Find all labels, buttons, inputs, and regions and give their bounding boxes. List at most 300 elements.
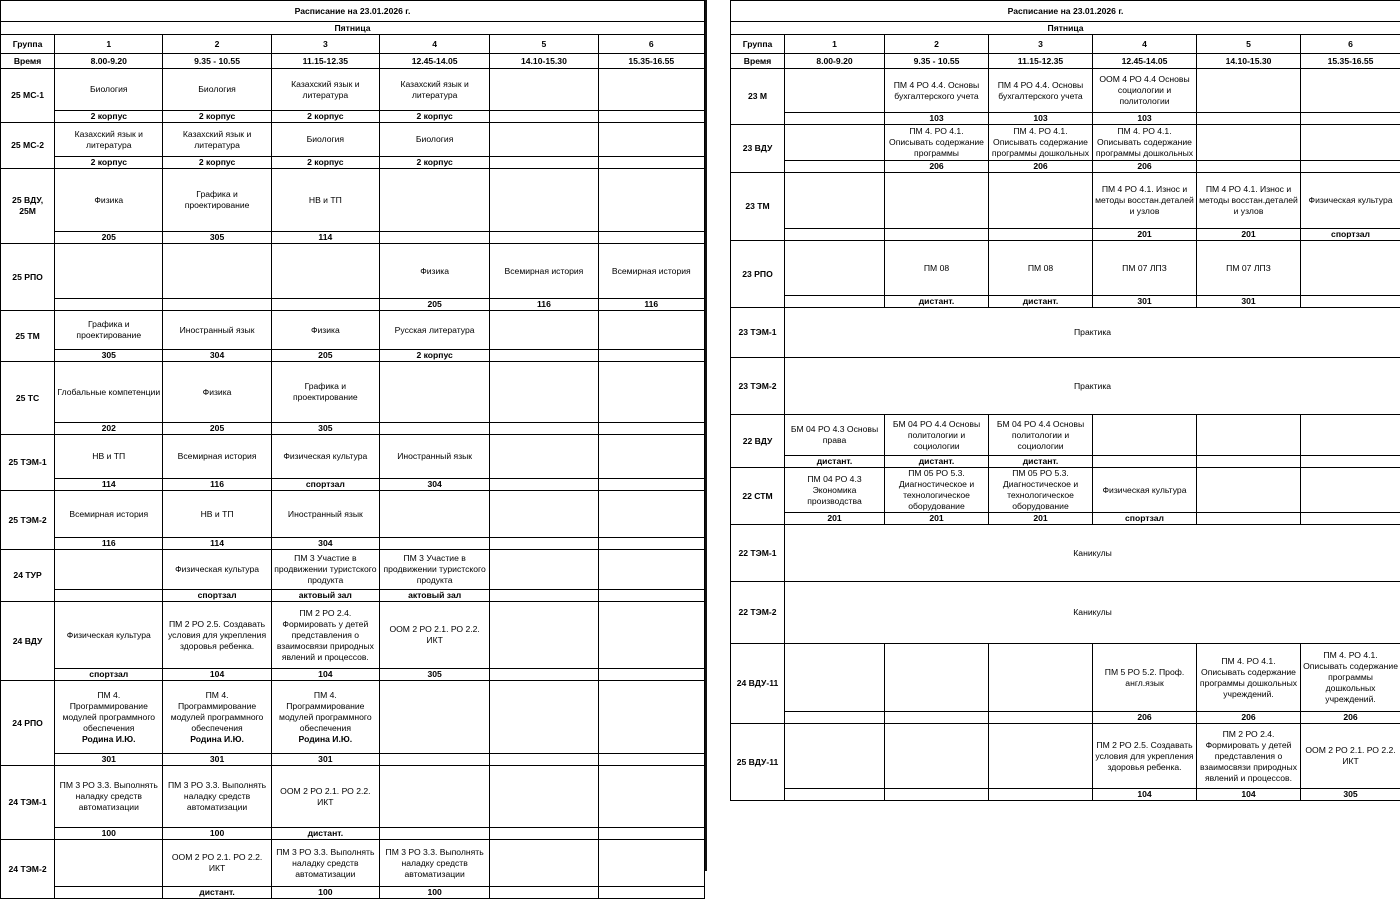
lesson-cell (163, 69, 271, 111)
lesson-cell (885, 724, 989, 789)
lesson-cell (379, 766, 489, 828)
lesson-cell (598, 123, 704, 157)
group-name: 24 ТЭМ-2 (1, 840, 55, 899)
lesson-room: 201 (989, 513, 1093, 525)
group-row (731, 69, 1400, 113)
room-row (1, 754, 705, 766)
lesson-cell (163, 681, 271, 754)
room-row (731, 161, 1400, 173)
lesson-cell (1197, 415, 1301, 456)
lesson-cell (885, 241, 989, 296)
lesson-cell (785, 468, 885, 513)
pair-time-header: 15.35-16.55 (1301, 54, 1400, 69)
panel-divider (705, 0, 707, 871)
lesson-room: 114 (163, 538, 271, 550)
lesson-cell (1197, 468, 1301, 513)
lesson-room: 206 (885, 161, 989, 173)
pair-number-header: 1 (55, 35, 163, 54)
group-name: 25 МС-2 (1, 123, 55, 169)
lesson-subject: Физика (165, 387, 268, 398)
lesson-cell (1093, 125, 1197, 161)
lesson-cell (885, 644, 989, 712)
lesson-cell (598, 69, 704, 111)
lesson-subject: НВ и ТП (274, 195, 377, 206)
lesson-cell (55, 123, 163, 157)
lesson-cell (785, 69, 885, 113)
lesson-subject: БМ 04 РО 4.4 Основы политологии и социологии (887, 419, 986, 452)
lesson-room: 2 корпус (379, 157, 489, 169)
lesson-cell (785, 724, 885, 789)
lesson-room (379, 423, 489, 435)
pair-number-header: 3 (271, 35, 379, 54)
lesson-cell (490, 311, 598, 350)
group-row (1, 602, 705, 669)
lesson-room (785, 712, 885, 724)
day-of-week: Пятница (1, 22, 705, 35)
lesson-cell (271, 69, 379, 111)
group-row (1, 169, 705, 232)
room-row (1, 232, 705, 244)
lesson-room (598, 157, 704, 169)
lesson-room: 100 (163, 828, 271, 840)
lesson-cell (598, 311, 704, 350)
lesson-room (490, 887, 598, 899)
lesson-cell (885, 415, 989, 456)
lesson-subject: ПМ 4. Программирование модулей программного обеспечения (57, 690, 160, 734)
pair-time-header: 12.45-14.05 (379, 54, 489, 69)
lesson-room: дистант. (785, 456, 885, 468)
group-row (731, 468, 1400, 513)
lesson-cell (55, 244, 163, 299)
lesson-room: 201 (1093, 229, 1197, 241)
merged-status-cell: Каникулы (785, 582, 1400, 644)
group-row (731, 241, 1400, 296)
lesson-room: 304 (163, 350, 271, 362)
lesson-subject: Физика (57, 195, 160, 206)
lesson-room: дистант. (989, 456, 1093, 468)
lesson-subject: Биология (165, 84, 268, 95)
lesson-room: 100 (271, 887, 379, 899)
lesson-room: 305 (1301, 789, 1400, 801)
lesson-cell (55, 169, 163, 232)
pair-number-header: 5 (1197, 35, 1301, 54)
lesson-room: актовый зал (271, 590, 379, 602)
lesson-cell (1093, 415, 1197, 456)
lesson-room (1301, 456, 1400, 468)
lesson-cell (379, 602, 489, 669)
left-schedule-panel (0, 0, 705, 871)
lesson-cell (1093, 241, 1197, 296)
lesson-room: 301 (1093, 296, 1197, 308)
lesson-subject: ПМ 4. Программирование модулей программного обеспечения (165, 690, 268, 734)
lesson-room: 2 корпус (271, 111, 379, 123)
lesson-room (785, 161, 885, 173)
group-name: 23 ТЭМ-2 (731, 358, 785, 415)
lesson-subject: ПМ 2 РО 2.4. Формировать у детей представления о взаимосвязи природных явлений и процессов. (274, 608, 377, 663)
lesson-cell (1301, 468, 1400, 513)
lesson-cell (271, 123, 379, 157)
lesson-room: спортзал (55, 669, 163, 681)
lesson-cell (55, 435, 163, 479)
lesson-room (490, 479, 598, 491)
lesson-cell (598, 169, 704, 232)
group-name: 24 РПО (1, 681, 55, 766)
lesson-subject: Казахский язык и литература (165, 129, 268, 151)
lesson-subject: НВ и ТП (57, 451, 160, 462)
group-name: 25 МС-1 (1, 69, 55, 123)
group-row (731, 415, 1400, 456)
lesson-cell (271, 491, 379, 538)
lesson-cell (271, 602, 379, 669)
right-schedule-table (730, 0, 1400, 801)
lesson-cell (785, 173, 885, 229)
lesson-room (785, 296, 885, 308)
pair-number-header: 2 (163, 35, 271, 54)
lesson-room: 114 (55, 479, 163, 491)
lesson-subject: ПМ 3 Участие в продвижении туристского продукта (382, 553, 487, 586)
lesson-subject: ПМ 4. РО 4.1. Описывать содержание программы дошкольных (991, 126, 1090, 159)
lesson-room (55, 887, 163, 899)
pair-time-header: 11.15-12.35 (989, 54, 1093, 69)
lesson-subject: Физическая культура (165, 564, 268, 575)
lesson-room: 205 (379, 299, 489, 311)
lesson-cell (598, 435, 704, 479)
group-row (1, 244, 705, 299)
room-row (731, 456, 1400, 468)
lesson-room: спортзал (1301, 229, 1400, 241)
lesson-cell (989, 468, 1093, 513)
lesson-cell (785, 415, 885, 456)
lesson-room: спортзал (271, 479, 379, 491)
lesson-subject: Глобальные компетенции (57, 387, 160, 398)
lesson-cell (1301, 644, 1400, 712)
lesson-cell (55, 550, 163, 590)
lesson-room: актовый зал (379, 590, 489, 602)
lesson-room (490, 669, 598, 681)
group-column-header: Группа (1, 35, 55, 54)
lesson-room (1197, 113, 1301, 125)
lesson-room (379, 232, 489, 244)
lesson-cell (1093, 69, 1197, 113)
lesson-cell (490, 435, 598, 479)
lesson-cell (1301, 415, 1400, 456)
lesson-room (379, 538, 489, 550)
lesson-subject: ПМ 04 РО 4.3 Экономика производства (787, 474, 882, 507)
lesson-cell (271, 766, 379, 828)
pair-time-header: 11.15-12.35 (271, 54, 379, 69)
group-row (731, 724, 1400, 789)
lesson-cell (490, 681, 598, 754)
lesson-room: 2 корпус (271, 157, 379, 169)
lesson-cell (379, 840, 489, 887)
pair-number-header: 1 (785, 35, 885, 54)
lesson-subject: ПМ 4. РО 4.1. Описывать содержание программы дошкольных учреждений. (1303, 650, 1398, 705)
lesson-cell (163, 491, 271, 538)
lesson-room (490, 157, 598, 169)
lesson-room: 201 (1197, 229, 1301, 241)
room-row (1, 479, 705, 491)
lesson-subject: БМ 04 РО 4.4 Основы политологии и социологии (991, 419, 1090, 452)
lesson-cell (379, 123, 489, 157)
pair-number-header: 4 (379, 35, 489, 54)
group-name: 24 ТУР (1, 550, 55, 602)
lesson-subject: ПМ 3 РО 3.3. Выполнять наладку средств автоматизации (165, 780, 268, 813)
lesson-room: спортзал (1093, 513, 1197, 525)
lesson-room (598, 232, 704, 244)
lesson-room (785, 229, 885, 241)
lesson-cell (989, 125, 1093, 161)
lesson-cell (598, 244, 704, 299)
lesson-room: 305 (271, 423, 379, 435)
lesson-cell (271, 550, 379, 590)
room-row (731, 296, 1400, 308)
lesson-subject: ПМ 4. Программирование модулей программного обеспечения (274, 690, 377, 734)
lesson-subject: Физическая культура (274, 451, 377, 462)
group-name: 25 ТС (1, 362, 55, 435)
lesson-room: 104 (1093, 789, 1197, 801)
pair-time-header: 14.10-15.30 (490, 54, 598, 69)
lesson-room (785, 113, 885, 125)
lesson-subject: НВ и ТП (165, 509, 268, 520)
lesson-room (598, 538, 704, 550)
room-row (1, 590, 705, 602)
pair-time-header: 15.35-16.55 (598, 54, 704, 69)
room-row (731, 712, 1400, 724)
lesson-room (1301, 513, 1400, 525)
time-column-header: Время (1, 54, 55, 69)
lesson-cell (379, 69, 489, 111)
lesson-cell (1301, 241, 1400, 296)
lesson-room (490, 754, 598, 766)
lesson-room: 305 (55, 350, 163, 362)
lesson-cell (1197, 644, 1301, 712)
lesson-room: дистант. (885, 296, 989, 308)
lesson-subject: ПМ 4 РО 4.4. Основы бухгалтерского учета (887, 80, 986, 102)
lesson-room: 116 (598, 299, 704, 311)
group-name: 25 РПО (1, 244, 55, 311)
lesson-cell (55, 69, 163, 111)
group-row (731, 125, 1400, 161)
lesson-room (989, 229, 1093, 241)
pair-time-header: 12.45-14.05 (1093, 54, 1197, 69)
room-row (1, 350, 705, 362)
lesson-subject: Иностранный язык (274, 509, 377, 520)
lesson-room: 206 (1301, 712, 1400, 724)
lesson-room: 301 (55, 754, 163, 766)
lesson-cell (379, 491, 489, 538)
lesson-cell (490, 362, 598, 423)
lesson-cell (163, 169, 271, 232)
room-row (1, 299, 705, 311)
pair-number-header: 6 (1301, 35, 1400, 54)
room-row (1, 669, 705, 681)
lesson-cell (163, 244, 271, 299)
group-row (1, 491, 705, 538)
group-row (1, 123, 705, 157)
lesson-room (598, 423, 704, 435)
lesson-room: 100 (55, 828, 163, 840)
group-row (1, 681, 705, 754)
group-row (1, 840, 705, 887)
lesson-room (1301, 161, 1400, 173)
group-name: 24 ВДУ (1, 602, 55, 681)
lesson-room: дистант. (163, 887, 271, 899)
lesson-cell (490, 169, 598, 232)
lesson-cell (490, 123, 598, 157)
group-row (731, 644, 1400, 712)
lesson-cell (1197, 241, 1301, 296)
lesson-cell (379, 550, 489, 590)
lesson-subject: ПМ 2 РО 2.5. Создавать условия для укрепления здоровья ребенка. (1095, 740, 1194, 773)
lesson-room: 305 (379, 669, 489, 681)
lesson-subject: ПМ 07 ЛПЗ (1199, 263, 1298, 274)
lesson-room: 202 (55, 423, 163, 435)
lesson-cell (1301, 173, 1400, 229)
lesson-teacher: Родина И.Ю. (57, 734, 160, 745)
lesson-subject: Всемирная история (165, 451, 268, 462)
room-row (731, 229, 1400, 241)
lesson-cell (163, 766, 271, 828)
lesson-cell (1301, 125, 1400, 161)
lesson-room: 2 корпус (379, 111, 489, 123)
lesson-cell (1301, 69, 1400, 113)
lesson-subject: ПМ 05 РО 5.3. Диагностическое и технологическое оборудование (887, 468, 986, 512)
lesson-subject: ПМ 08 (887, 263, 986, 274)
lesson-room (598, 479, 704, 491)
lesson-subject: ПМ 3 РО 3.3. Выполнять наладку средств автоматизации (382, 847, 487, 880)
lesson-room (885, 229, 989, 241)
lesson-subject: ПМ 4. РО 4.1. Описывать содержание программы дошкольных (1095, 126, 1194, 159)
lesson-room (1093, 456, 1197, 468)
lesson-cell (1197, 724, 1301, 789)
lesson-cell (271, 311, 379, 350)
lesson-subject: Графика и проектирование (57, 319, 160, 341)
lesson-room: 104 (163, 669, 271, 681)
merged-status-cell: Каникулы (785, 525, 1400, 582)
lesson-cell (163, 362, 271, 423)
lesson-cell (163, 311, 271, 350)
lesson-teacher: Родина И.Ю. (165, 734, 268, 745)
lesson-cell (271, 169, 379, 232)
lesson-room: 205 (55, 232, 163, 244)
lesson-cell (989, 241, 1093, 296)
lesson-subject: Иностранный язык (165, 325, 268, 336)
lesson-room (885, 712, 989, 724)
lesson-room (379, 754, 489, 766)
lesson-subject: Физика (274, 325, 377, 336)
lesson-cell (598, 491, 704, 538)
lesson-subject: ООМ 2 РО 2.1. РО 2.2. ИКТ (1303, 745, 1398, 767)
lesson-room (55, 299, 163, 311)
lesson-cell (490, 550, 598, 590)
lesson-room (598, 350, 704, 362)
pair-time-header: 9.35 - 10.55 (885, 54, 989, 69)
room-row (1, 111, 705, 123)
group-name: 25 ТМ (1, 311, 55, 362)
lesson-room: 116 (490, 299, 598, 311)
lesson-room: 2 корпус (163, 111, 271, 123)
lesson-subject: ПМ 08 (991, 263, 1090, 274)
lesson-cell (379, 311, 489, 350)
lesson-cell (598, 840, 704, 887)
lesson-cell (163, 123, 271, 157)
pair-time-header: 8.00-9.20 (55, 54, 163, 69)
lesson-room (1301, 113, 1400, 125)
lesson-cell (490, 602, 598, 669)
lesson-cell (1093, 724, 1197, 789)
lesson-room (490, 232, 598, 244)
lesson-subject: ПМ 05 РО 5.3. Диагностическое и технологическое оборудование (991, 468, 1090, 512)
lesson-subject: Биология (57, 84, 160, 95)
pair-time-header: 9.35 - 10.55 (163, 54, 271, 69)
lesson-subject: Всемирная история (57, 509, 160, 520)
lesson-cell (490, 840, 598, 887)
lesson-cell (598, 550, 704, 590)
lesson-cell (785, 125, 885, 161)
lesson-cell (598, 681, 704, 754)
lesson-room: 104 (271, 669, 379, 681)
room-row (731, 513, 1400, 525)
lesson-cell (55, 362, 163, 423)
lesson-cell (885, 69, 989, 113)
lesson-room (271, 299, 379, 311)
lesson-cell (989, 415, 1093, 456)
group-name: 22 ТЭМ-1 (731, 525, 785, 582)
room-row (1, 538, 705, 550)
lesson-subject: Казахский язык и литература (274, 79, 377, 101)
lesson-teacher: Родина И.Ю. (274, 734, 377, 745)
lesson-cell (271, 435, 379, 479)
room-row (1, 828, 705, 840)
lesson-subject: Биология (274, 134, 377, 145)
lesson-room (379, 828, 489, 840)
lesson-cell (785, 241, 885, 296)
pair-number-header: 4 (1093, 35, 1197, 54)
group-name: 24 ВДУ-11 (731, 644, 785, 724)
lesson-cell (989, 644, 1093, 712)
group-row (1, 362, 705, 423)
lesson-room: 206 (1093, 161, 1197, 173)
lesson-cell (885, 173, 989, 229)
lesson-cell (598, 362, 704, 423)
lesson-room: 205 (163, 423, 271, 435)
lesson-room (490, 828, 598, 840)
lesson-subject: ПМ 2 РО 2.5. Создавать условия для укрепления здоровья ребенка. (165, 619, 268, 652)
lesson-cell (55, 681, 163, 754)
lesson-room: 116 (163, 479, 271, 491)
lesson-cell (1093, 173, 1197, 229)
lesson-cell (1197, 173, 1301, 229)
lesson-subject: Графика и проектирование (274, 381, 377, 403)
lesson-cell (55, 766, 163, 828)
room-row (731, 113, 1400, 125)
pair-time-header: 8.00-9.20 (785, 54, 885, 69)
lesson-room: 103 (1093, 113, 1197, 125)
lesson-subject: ПМ 5 РО 5.2. Проф. англ.язык (1095, 667, 1194, 689)
right-schedule-panel (730, 0, 1400, 812)
lesson-cell (1197, 125, 1301, 161)
lesson-subject: Биология (382, 134, 487, 145)
lesson-cell (55, 602, 163, 669)
lesson-room (490, 538, 598, 550)
lesson-cell (1093, 468, 1197, 513)
lesson-room: 2 корпус (55, 111, 163, 123)
lesson-cell (598, 766, 704, 828)
merged-status-cell: Практика (785, 358, 1400, 415)
lesson-room (598, 111, 704, 123)
lesson-cell (271, 244, 379, 299)
lesson-subject: Физическая культура (1095, 485, 1194, 496)
